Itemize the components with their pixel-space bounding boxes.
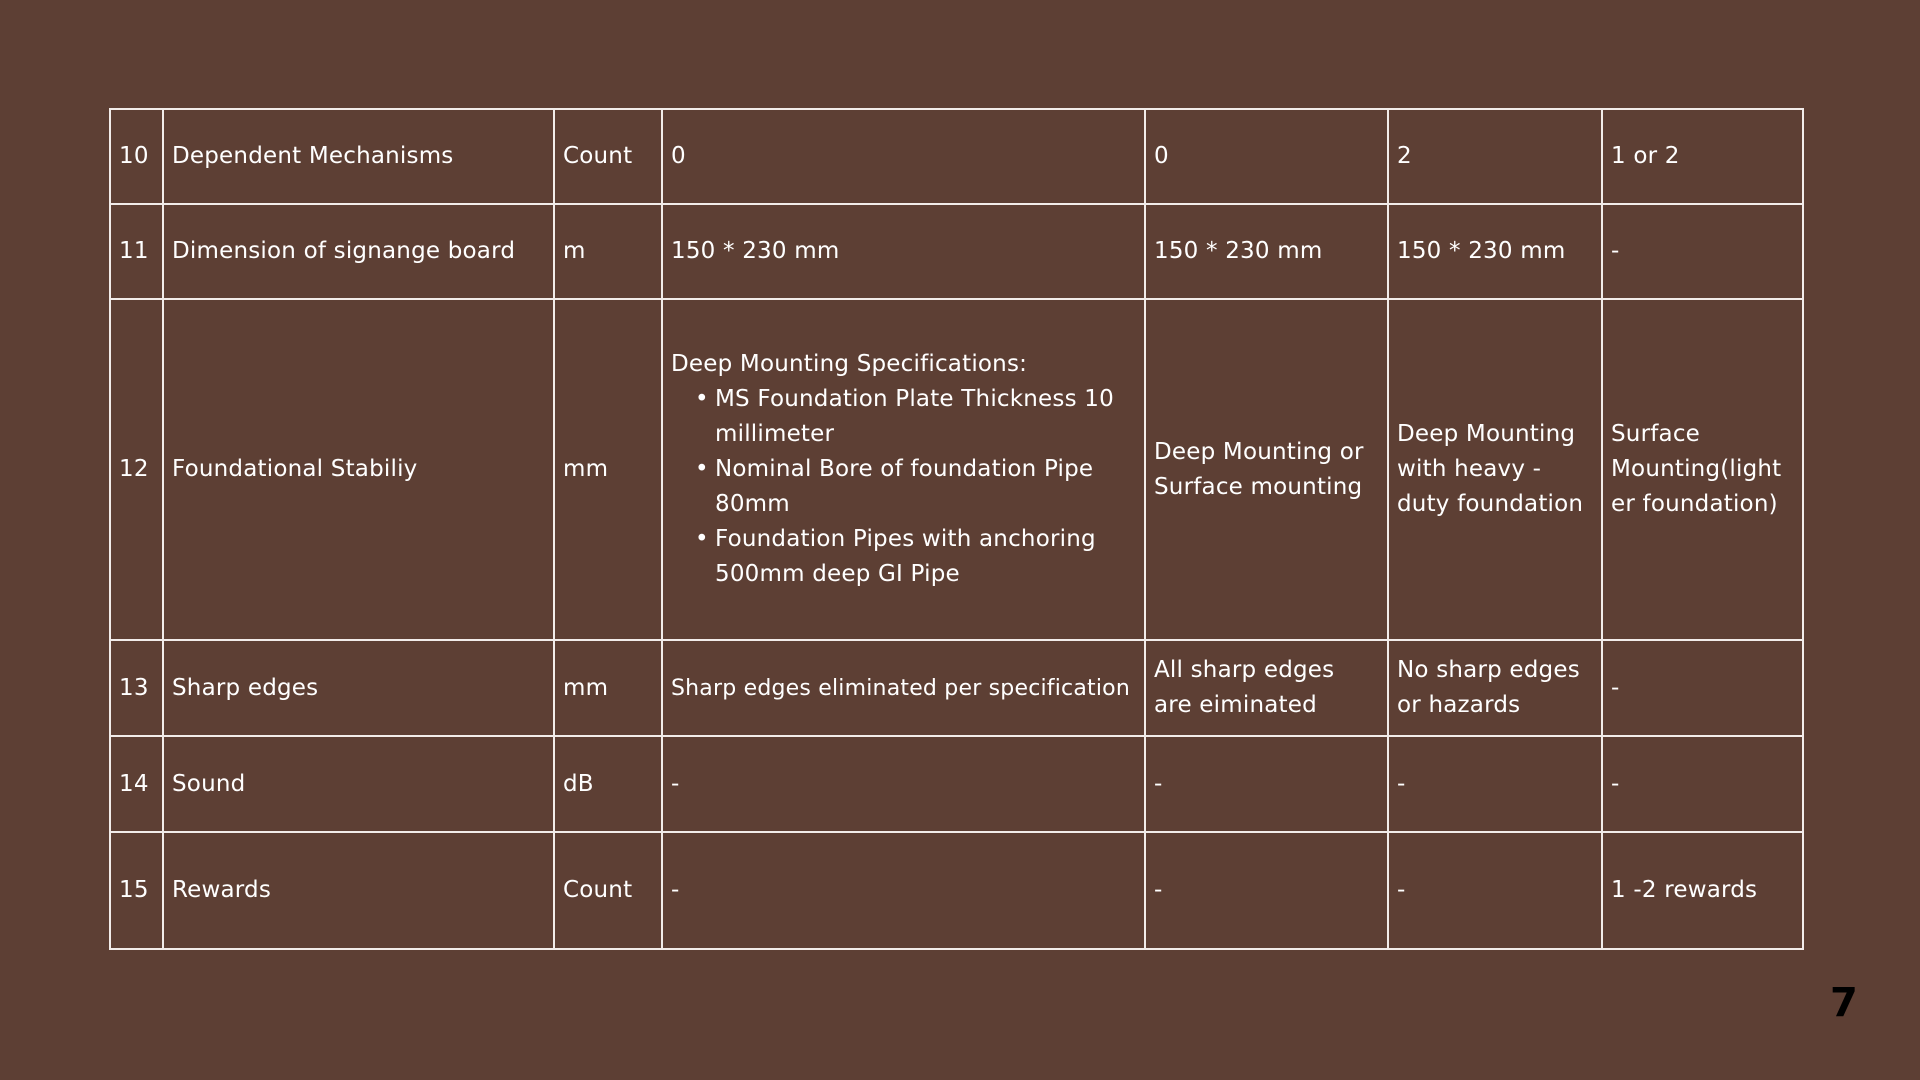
row-label: Dimension of signange board (163, 204, 554, 299)
table-cell: - (1602, 204, 1803, 299)
list-item: • Nominal Bore of foundation Pipe 80mm (715, 452, 1136, 522)
list-item: • Foundation Pipes with anchoring 500mm deep GI Pipe (715, 522, 1136, 592)
row-unit: mm (554, 299, 662, 640)
row-number: 10 (110, 109, 163, 204)
table-cell: 150 * 230 mm (1145, 204, 1388, 299)
table-row (110, 299, 1803, 640)
table-cell: - (1145, 736, 1388, 832)
table-cell: Deep Mounting with heavy -duty foundation (1388, 299, 1602, 640)
table-row (110, 109, 1803, 204)
table-cell: Deep Mounting or Surface mounting (1145, 299, 1388, 640)
table-cell: - (1145, 832, 1388, 949)
row-label: Dependent Mechanisms (163, 109, 554, 204)
table-cell: 1 or 2 (1602, 109, 1803, 204)
page-number: 7 (1830, 980, 1858, 1026)
row-label: Foundational Stabiliy (163, 299, 554, 640)
row-number: 11 (110, 204, 163, 299)
row-number: 13 (110, 640, 163, 736)
list-item: • MS Foundation Plate Thickness 10 millimeter (715, 382, 1136, 452)
row-number: 12 (110, 299, 163, 640)
row-unit: m (554, 204, 662, 299)
table-cell: - (662, 736, 1145, 832)
row-label: Rewards (163, 832, 554, 949)
row-number: 14 (110, 736, 163, 832)
row-number: 15 (110, 832, 163, 949)
deep-mounting-specifications (662, 299, 1145, 640)
table-cell: - (1388, 832, 1602, 949)
table-cell: Surface Mounting(lighter foundation) (1602, 299, 1803, 640)
row-unit: dB (554, 736, 662, 832)
table-cell: All sharp edges are eiminated (1145, 640, 1388, 736)
row-unit: mm (554, 640, 662, 736)
table-row (110, 832, 1803, 949)
row-label: Sound (163, 736, 554, 832)
specification-table (109, 108, 1804, 950)
table-cell: No sharp edges or hazards (1388, 640, 1602, 736)
table-row (110, 204, 1803, 299)
table-cell: Sharp edges eliminated per specification (662, 640, 1145, 736)
specifications-list (671, 382, 1136, 592)
table-row (110, 640, 1803, 736)
table-cell: 1 -2 rewards (1602, 832, 1803, 949)
specifications-intro: Deep Mounting Specifications: (671, 351, 1028, 377)
table-cell: 0 (662, 109, 1145, 204)
table-cell: 150 * 230 mm (1388, 204, 1602, 299)
row-unit: Count (554, 109, 662, 204)
table-cell: 2 (1388, 109, 1602, 204)
row-label: Sharp edges (163, 640, 554, 736)
table-cell: - (1602, 736, 1803, 832)
table-cell: 150 * 230 mm (662, 204, 1145, 299)
table-cell: - (1388, 736, 1602, 832)
table-cell: - (1602, 640, 1803, 736)
table-cell: - (662, 832, 1145, 949)
table-row (110, 736, 1803, 832)
table-cell: 0 (1145, 109, 1388, 204)
row-unit: Count (554, 832, 662, 949)
